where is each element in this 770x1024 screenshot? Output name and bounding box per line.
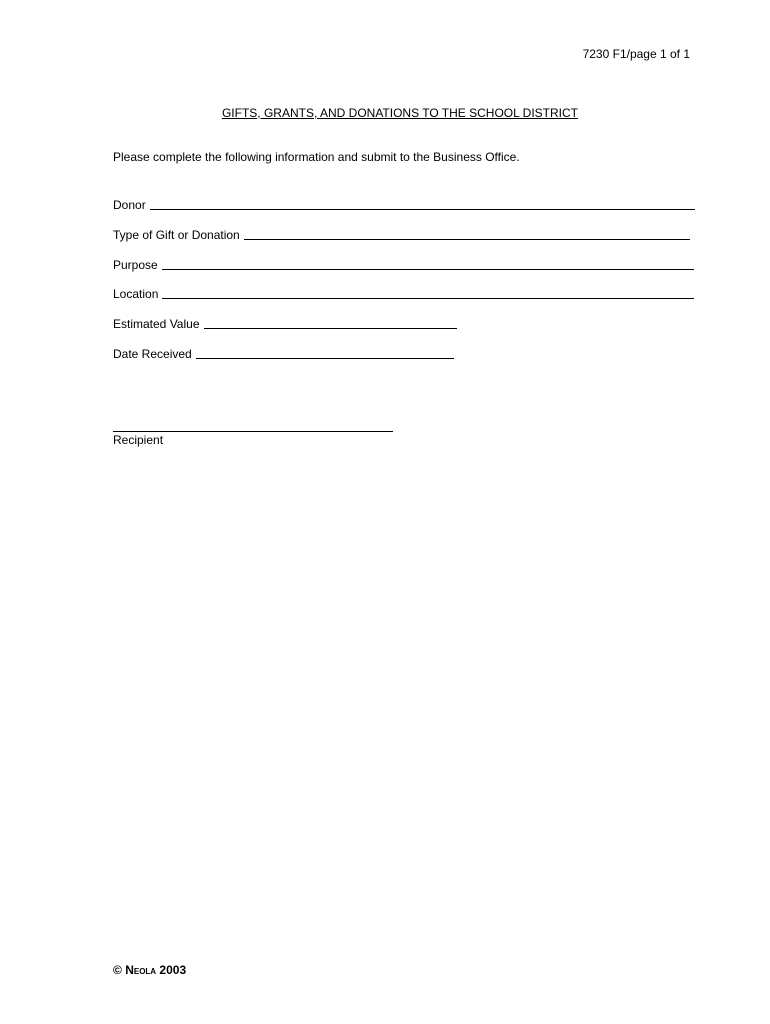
location-input-line[interactable]: [162, 298, 694, 299]
type-of-gift-label: Type of Gift or Donation: [113, 228, 240, 242]
date-received-label: Date Received: [113, 347, 192, 361]
type-of-gift-field: [113, 224, 690, 242]
copyright-symbol: ©: [113, 963, 122, 977]
location-field: [113, 283, 694, 301]
donor-input-line[interactable]: [150, 209, 695, 210]
date-received-field: [113, 343, 454, 361]
copyright-year: 2003: [159, 963, 187, 977]
estimated-value-input-line[interactable]: [204, 328, 457, 329]
purpose-input-line[interactable]: [162, 269, 694, 270]
form-instructions: Please complete the following information and submit to the Business Office.: [113, 150, 520, 164]
purpose-field: [113, 254, 694, 272]
copyright-name: Neola: [125, 963, 157, 977]
page-reference: 7230 F1/page 1 of 1: [582, 47, 690, 61]
recipient-signature-line[interactable]: [113, 431, 393, 432]
form-title-text: GIFTS, GRANTS, AND DONATIONS TO THE SCHOOL DISTRICT: [221, 106, 579, 120]
form-title: [0, 106, 770, 120]
donor-label: Donor: [113, 198, 146, 212]
date-received-input-line[interactable]: [196, 358, 454, 359]
estimated-value-label: Estimated Value: [113, 317, 200, 331]
location-label: Location: [113, 287, 159, 301]
estimated-value-field: [113, 313, 457, 331]
recipient-label: Recipient: [113, 433, 164, 447]
type-of-gift-input-line[interactable]: [244, 239, 690, 240]
copyright-notice: [113, 963, 186, 977]
donor-field: [113, 194, 695, 212]
purpose-label: Purpose: [113, 258, 158, 272]
